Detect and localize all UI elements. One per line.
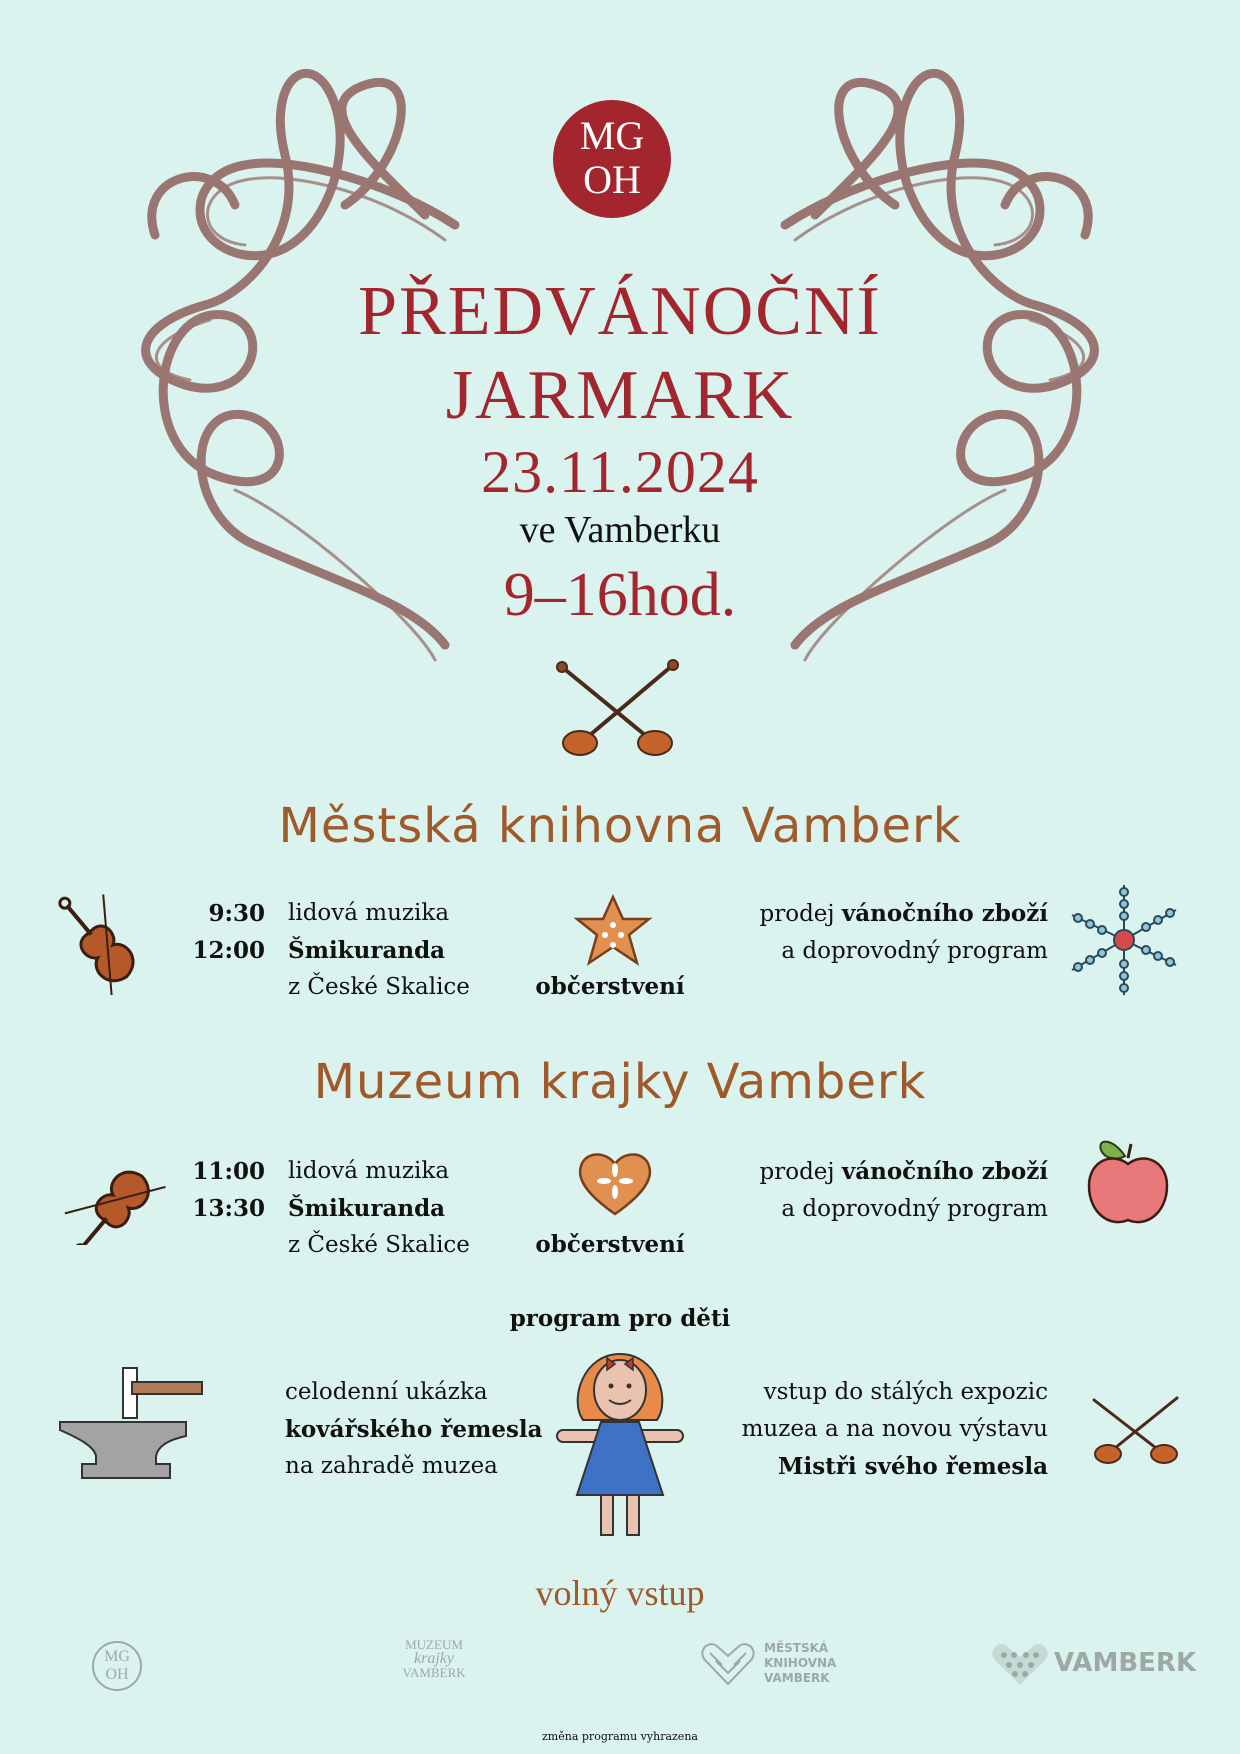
anvil-icon [58,1360,208,1485]
free-entry: volný vstup [535,1573,705,1613]
kids-left-line-2: kovářského řemesla [285,1416,543,1443]
museum-sale [700,1153,1048,1228]
gingerbread-heart-icon [575,1148,655,1218]
footer-knihovna-hearts-icon [700,1641,756,1686]
library-refreshment: občerstvení [535,973,685,1000]
museum-sale-prefix: prodej [759,1159,842,1185]
library-music-band: Šmikuranda [288,937,446,964]
footer-vamberk-hearts-icon [990,1641,1050,1686]
museum-music-line-3: z České Skalice [288,1232,470,1258]
library-times [150,895,265,969]
library-sale [700,895,1048,970]
museum-sale-line-2: a doprovodný program [781,1196,1048,1222]
footer-logo-mgoh: MG OH [92,1641,142,1691]
kids-right-text [700,1374,1048,1485]
library-sale-line-2: a doprovodný program [781,938,1048,964]
event-hours: 9–16hod. [503,561,737,629]
museum-heading: Muzeum krajky Vamberk [313,1054,927,1110]
library-sale-prefix: prodej [759,901,842,927]
museum-time-2: 13:30 [192,1195,265,1222]
logo-text-bottom: OH [583,157,641,202]
museum-sale-goods: vánočního zboží [841,1158,1048,1185]
library-music-line-1: lidová muzika [288,900,450,926]
kids-left-text [285,1374,543,1485]
library-time-1: 9:30 [208,900,265,927]
apple-icon [1083,1130,1173,1230]
kids-left-line-1: celodenní ukázka [285,1379,488,1405]
museum-music-line-1: lidová muzika [288,1158,450,1184]
program-change-note: změna programu vyhrazena [542,1730,698,1743]
museum-times [150,1153,265,1227]
library-music [288,895,470,1006]
event-place: ve Vamberku [519,509,721,551]
kids-right-line-2: muzea a na novou výstavu [741,1416,1048,1442]
crossed-spoons-icon [550,655,685,760]
library-sale-goods: vánočního zboží [841,900,1048,927]
title-line-2: JARMARK [445,357,795,434]
title-line-1: PŘEDVÁNOČNÍ [358,273,882,350]
logo-text-top: MG [579,113,645,158]
library-heading: Městská knihovna Vamberk [278,798,962,854]
mgoh-logo [553,100,671,218]
event-date: 23.11.2024 [481,439,759,505]
kids-right-line-1: vstup do stálých expozic [763,1379,1048,1405]
footer-logo-knihovna: MĚSTSKÁ KNIHOVNA VAMBERK [764,1641,837,1685]
kids-right-line-3: Mistři svého řemesla [778,1453,1048,1480]
gingerbread-star-icon [573,893,653,968]
museum-music-band: Šmikuranda [288,1195,446,1222]
snowflake-icon [1062,880,1187,1000]
footer-logo-muzeum: MUZEUM krajky VAMBERK [402,1637,466,1680]
footer-logo-vamberk: VAMBERK [1054,1648,1197,1678]
kids-left-line-3: na zahradě muzea [285,1453,498,1479]
kids-heading: program pro děti [509,1305,731,1332]
museum-time-1: 11:00 [192,1158,265,1185]
crossed-spoons-icon [1088,1392,1183,1467]
doll-icon [555,1350,685,1540]
museum-music [288,1153,470,1264]
museum-refreshment: občerstvení [535,1231,685,1258]
library-music-line-3: z České Skalice [288,974,470,1000]
library-time-2: 12:00 [192,937,265,964]
